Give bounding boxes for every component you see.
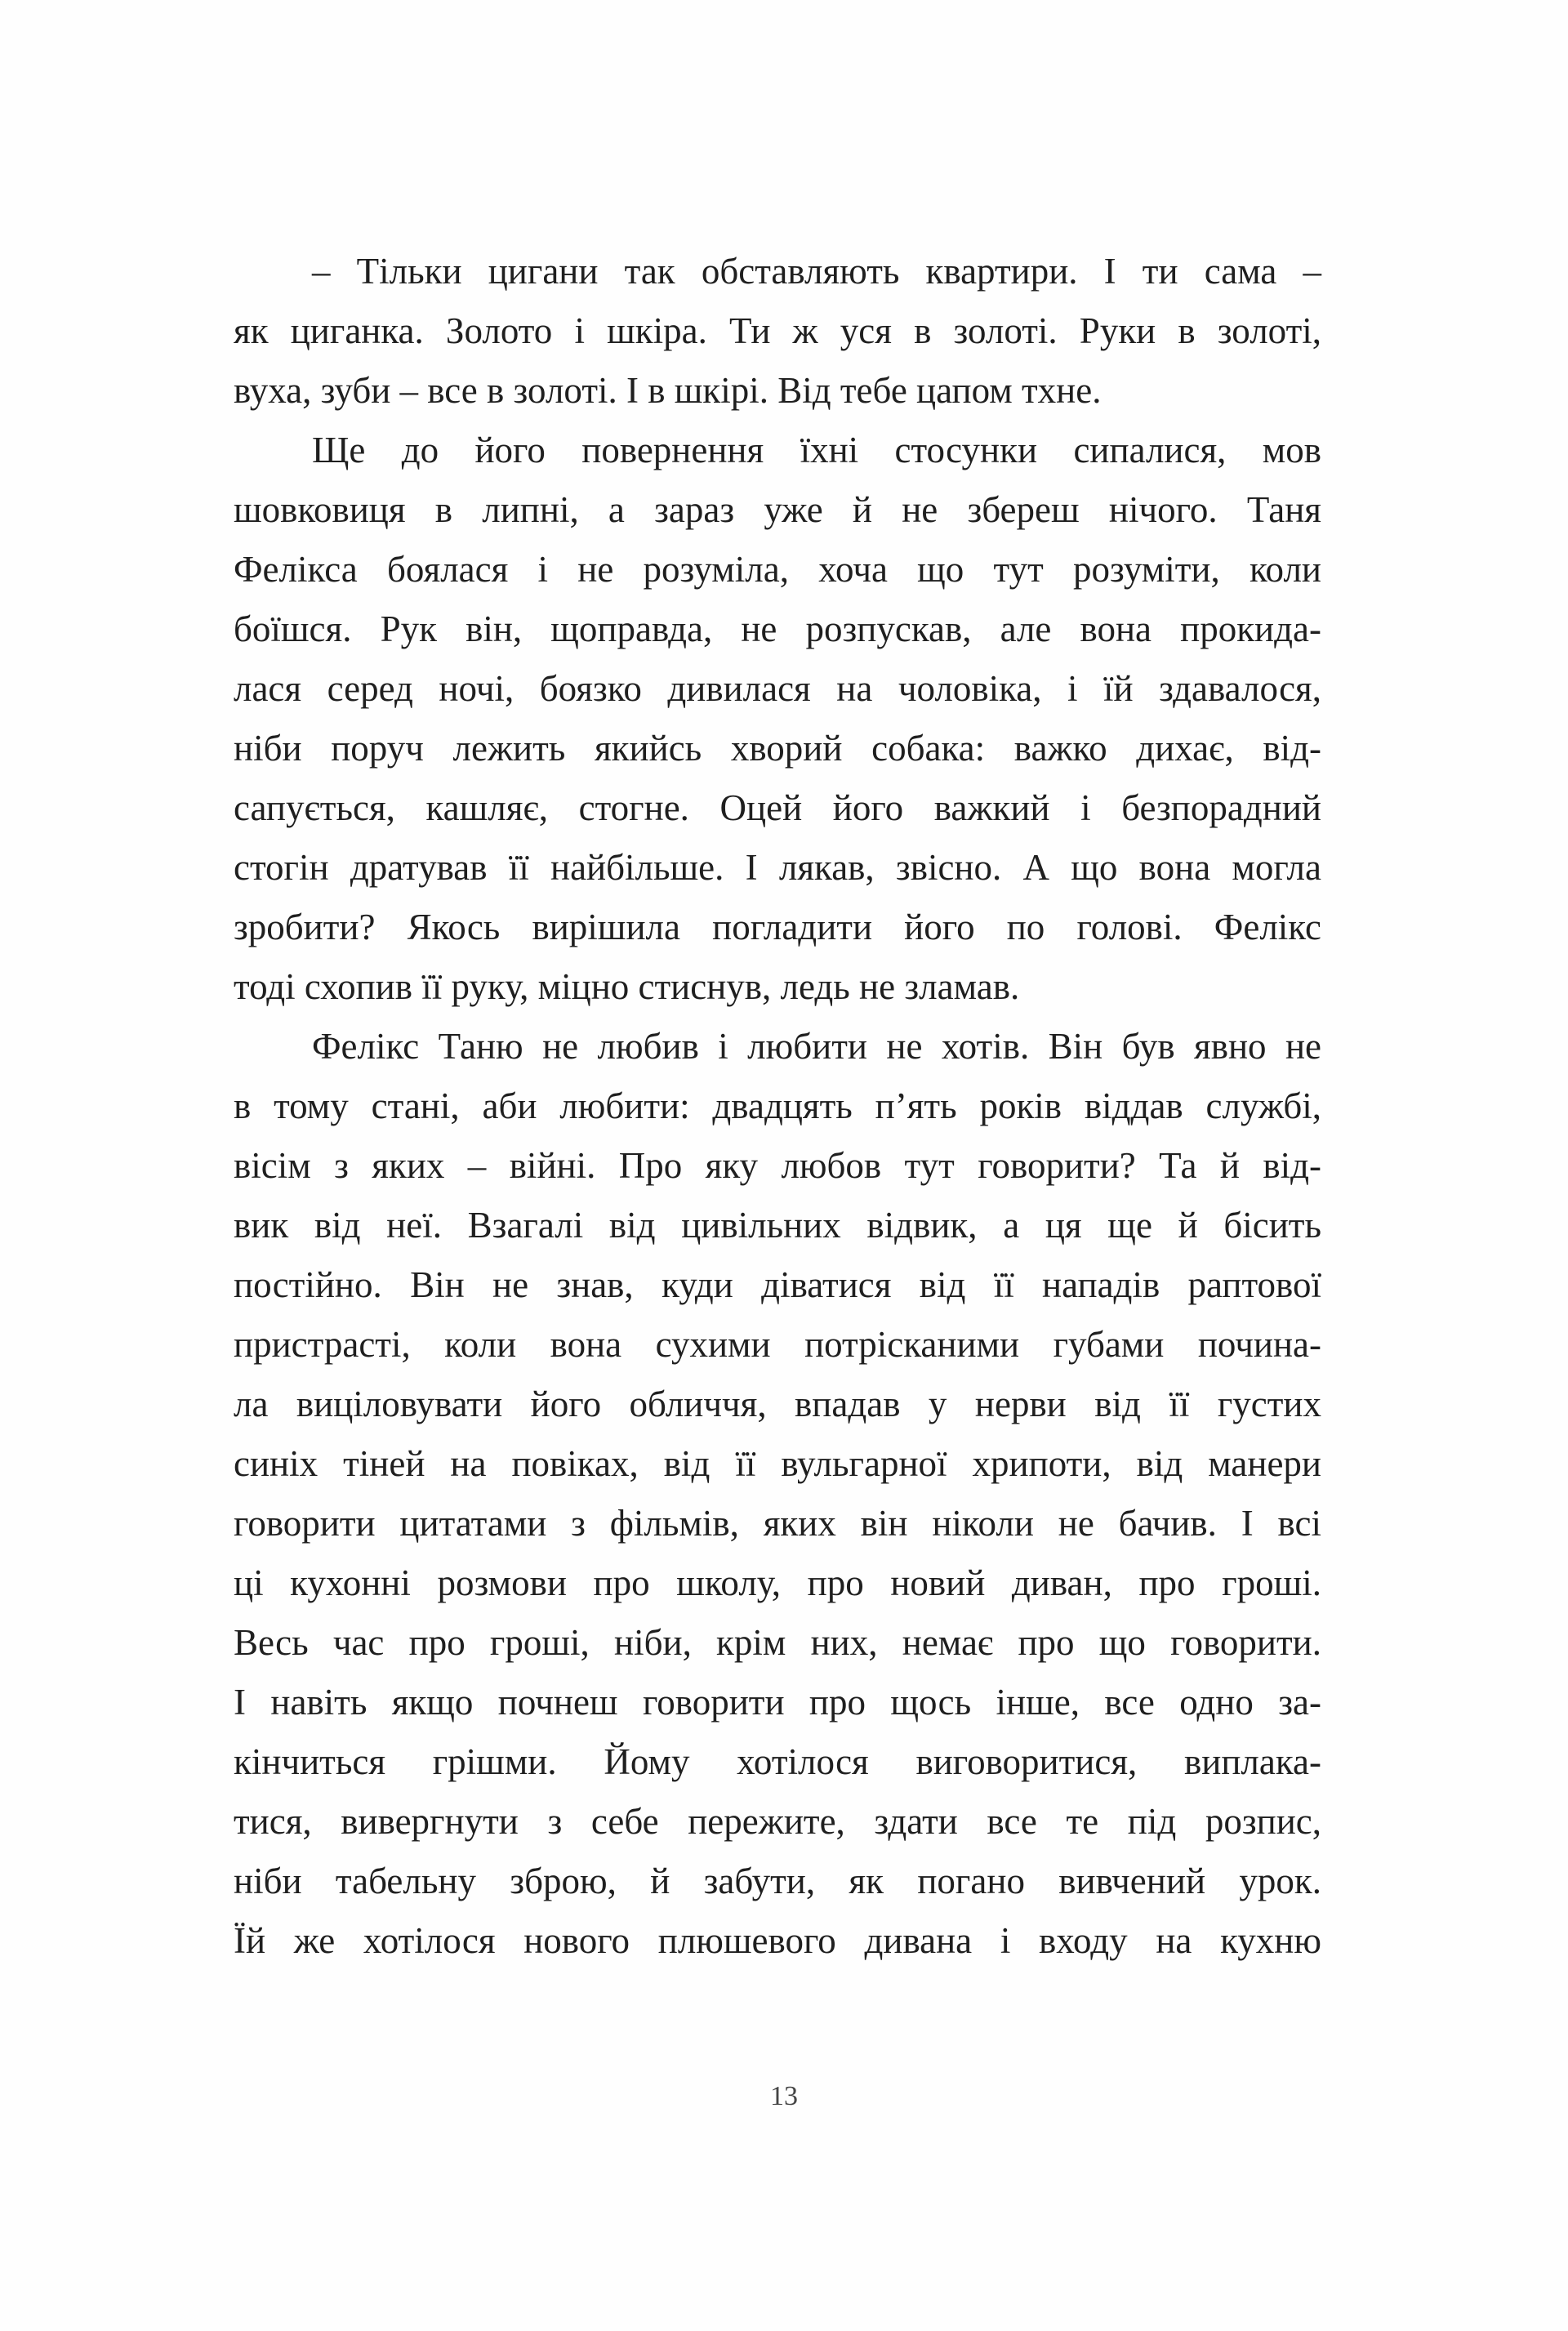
paragraph-3-line-2: в тому стані, аби любити: двадцять п’ять років віддав службі, xyxy=(234,1085,1321,1126)
body-text xyxy=(234,242,1321,1971)
paragraph-3-line-6: пристрасті, коли вона сухими потрісканими губами почина- xyxy=(234,1324,1321,1365)
paragraph-2-line-8: стогін дратував її найбільше. І лякав, звісно. А що вона могла xyxy=(234,847,1321,888)
paragraph-2-line-10: тоді схопив її руку, міцно стиснув, ледь не зламав. xyxy=(234,966,1020,1007)
paragraph-2-line-2: шовковиця в липні, а зараз уже й не збереш нічого. Таня xyxy=(234,489,1321,530)
paragraph-3-line-7: ла виціловувати його обличчя, впадав у нерви від її густих xyxy=(234,1384,1321,1424)
paragraph-2-line-6: ніби поруч лежить якийсь хворий собака: важко дихає, від- xyxy=(234,728,1321,769)
paragraph-3-line-9: говорити цитатами з фільмів, яких він ніколи не бачив. І всі xyxy=(234,1503,1321,1544)
paragraph-3-line-13: кінчиться грішми. Йому хотілося виговоритися, виплака- xyxy=(234,1741,1321,1782)
paragraph-1-line-3: вуха, зуби – все в золоті. І в шкірі. Від тебе цапом тхне. xyxy=(234,370,1102,411)
paragraph-3-line-5: постійно. Він не знав, куди діватися від її нападів раптової xyxy=(234,1264,1321,1305)
paragraph-3-line-1: Фелікс Таню не любив і любити не хотів. Він був явно не xyxy=(312,1026,1321,1067)
paragraph-2-line-4: боїшся. Рук він, щоправда, не розпускав, але вона прокида- xyxy=(234,608,1321,649)
paragraph-3-line-4: вик від неї. Взагалі від цивільних відвик, а ця ще й бісить xyxy=(234,1205,1321,1246)
paragraph-3-line-8: синіх тіней на повіках, від її вульгарної хрипоти, від манери xyxy=(234,1443,1321,1484)
paragraph-2-line-1: Ще до його повернення їхні стосунки сипалися, мов xyxy=(312,430,1321,470)
paragraph-3-line-10: ці кухонні розмови про школу, про новий диван, про гроші. xyxy=(234,1562,1321,1603)
paragraph-3-line-11: Весь час про гроші, ніби, крім них, немає про що говорити. xyxy=(234,1622,1321,1663)
paragraph-3-line-16: Їй же хотілося нового плюшевого дивана і входу на кухню xyxy=(234,1920,1321,1961)
paragraph-3-line-3: вісім з яких – війні. Про яку любов тут говорити? Та й від- xyxy=(234,1145,1321,1186)
paragraph-3-line-15: ніби табельну зброю, й забути, як погано вивчений урок. xyxy=(234,1861,1321,1901)
paragraph-2-line-9: зробити? Якось вирішила погладити його по голові. Фелікс xyxy=(234,907,1321,947)
paragraph-2-line-5: лася серед ночі, боязко дивилася на чоловіка, і їй здавалося, xyxy=(234,668,1321,709)
page-number: 13 xyxy=(770,2081,798,2111)
paragraph-1-line-2: як циганка. Золото і шкіра. Ти ж уся в золоті. Руки в золоті, xyxy=(234,310,1321,351)
paragraph-2-line-3: Фелікса боялася і не розуміла, хоча що тут розуміти, коли xyxy=(234,549,1321,590)
paragraph-3-line-14: тися, вивергнути з себе пережите, здати все те під розпис, xyxy=(234,1801,1321,1842)
paragraph-2-line-7: сапується, кашляє, стогне. Оцей його важкий і безпорадний xyxy=(234,787,1321,828)
paragraph-3-line-12: І навіть якщо почнеш говорити про щось інше, все одно за- xyxy=(234,1682,1321,1723)
paragraph-1-line-1: – Тільки цигани так обставляють квартири. І ти сама – xyxy=(312,251,1321,292)
